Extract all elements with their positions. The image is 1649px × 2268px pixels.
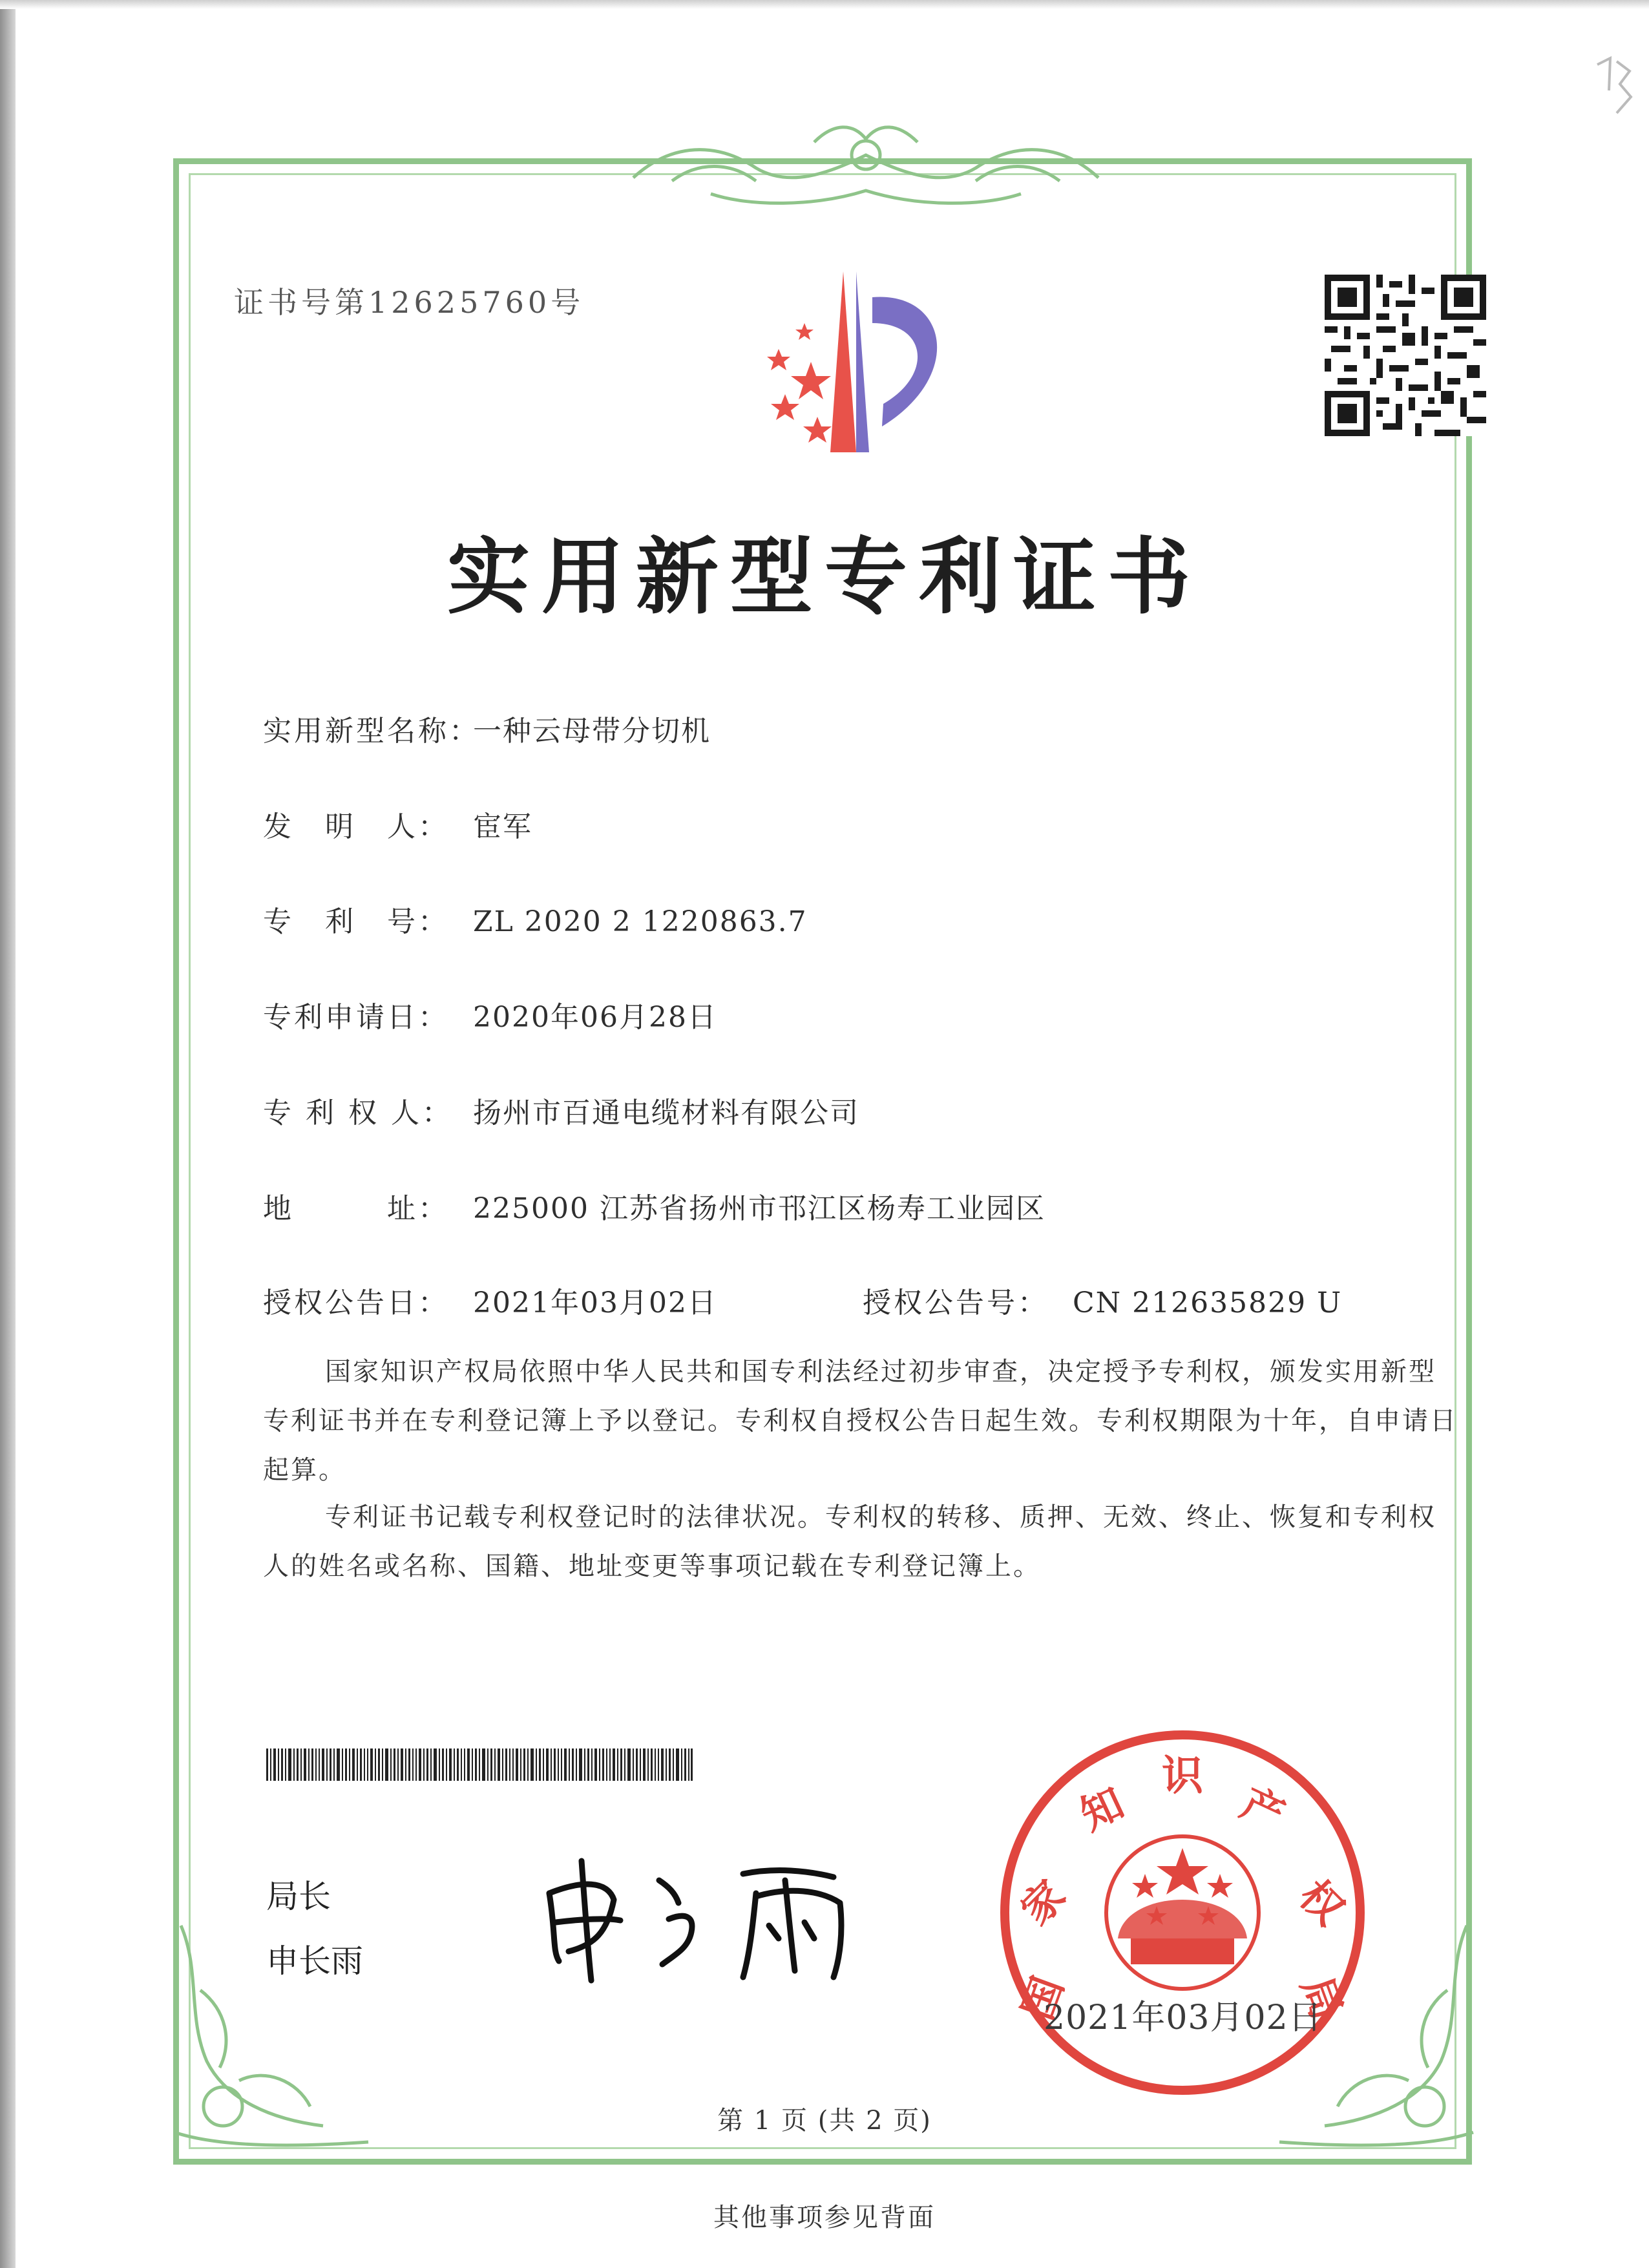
field-value: 2020年06月28日 bbox=[473, 1001, 717, 1034]
document-title: 实用新型专利证书 bbox=[446, 529, 1202, 625]
legal-statement-paragraph: 专利证书记载专利权登记时的法律状况。专利权的转移、质押、无效、终止、恢复和专利权人的姓名或名称、国籍、地址变更等事项记载在专利登记簿上。 bbox=[263, 1502, 1436, 1581]
field-label: 专 利 权 人： bbox=[263, 1097, 453, 1129]
handwritten-mark bbox=[1591, 52, 1636, 123]
field-label: 发 明 人： bbox=[263, 810, 449, 843]
field-application-date bbox=[263, 994, 717, 1035]
svg-text:国: 国 bbox=[1013, 1970, 1073, 2026]
field-utility-model-name bbox=[263, 708, 711, 749]
certificate-number: 证书号第12625760号 bbox=[234, 285, 585, 320]
legal-statement-paragraph: 国家知识产权局依照中华人民共和国专利法经过初步审查，决定授予专利权，颁发实用新型专利证书并在专利登记簿上予以登记。专利权自授权公告日起生效。专利权期限为十年，自申请日起算。 bbox=[263, 1357, 1458, 1485]
field-value: 一种云母带分切机 bbox=[473, 715, 711, 748]
page-indicator: 第 1 页 (共 2 页) bbox=[717, 2106, 932, 2136]
svg-text:家: 家 bbox=[1011, 1871, 1075, 1935]
seal-date: 2021年03月02日 bbox=[1044, 1999, 1323, 2037]
svg-text:识: 识 bbox=[1162, 1752, 1203, 1800]
qr-code-icon bbox=[1325, 275, 1486, 436]
field-label: 专 利 号： bbox=[263, 905, 449, 938]
field-label: 授权公告号： bbox=[863, 1286, 1049, 1319]
director-name: 申长雨 bbox=[266, 1942, 363, 1980]
svg-text:知: 知 bbox=[1073, 1779, 1131, 1841]
field-label: 授权公告日： bbox=[263, 1286, 449, 1319]
field-label: 实用新型名称： bbox=[263, 715, 480, 748]
field-value: 225000 江苏省扬州市邗江区杨寿工业园区 bbox=[473, 1192, 1045, 1225]
field-value: 2021年03月02日 bbox=[473, 1286, 717, 1319]
scan-edge-top bbox=[0, 0, 1649, 9]
field-label: 专利申请日： bbox=[263, 1001, 449, 1034]
field-inventor bbox=[263, 803, 532, 845]
field-patentee bbox=[263, 1089, 859, 1131]
field-label: 地 址： bbox=[263, 1192, 449, 1225]
barcode-icon bbox=[266, 1748, 693, 1781]
field-value: 扬州市百通电缆材料有限公司 bbox=[473, 1097, 859, 1129]
field-grant-announcement-number bbox=[863, 1279, 1342, 1321]
field-patent-number bbox=[263, 898, 808, 940]
cnipa-emblem-icon bbox=[733, 265, 979, 459]
field-value: CN 212635829 U bbox=[1073, 1286, 1343, 1319]
svg-text:权: 权 bbox=[1290, 1871, 1354, 1935]
handwritten-signature bbox=[530, 1842, 866, 1990]
field-value: ZL 2020 2 1220863.7 bbox=[473, 905, 808, 938]
director-title: 局长 bbox=[266, 1878, 331, 1915]
svg-text:产: 产 bbox=[1234, 1779, 1292, 1841]
field-value: 宦军 bbox=[473, 810, 532, 843]
svg-text:局: 局 bbox=[1292, 1970, 1352, 2026]
top-ornament-icon bbox=[620, 116, 1111, 213]
official-seal-icon bbox=[995, 1725, 1370, 2100]
scan-edge bbox=[0, 0, 16, 2268]
footer-note: 其他事项参见背面 bbox=[713, 2203, 936, 2232]
field-grant-announcement-date bbox=[263, 1279, 717, 1321]
field-address bbox=[263, 1185, 1045, 1226]
